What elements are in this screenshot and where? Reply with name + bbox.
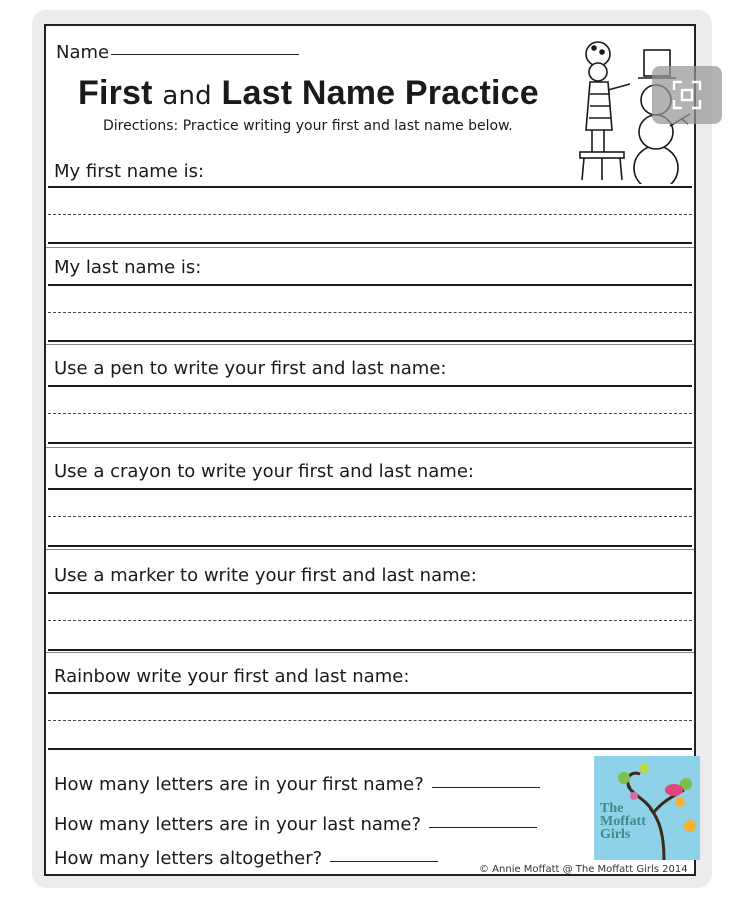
writing-line-base (48, 748, 692, 750)
section-divider (46, 652, 694, 653)
writing-line-top (48, 692, 692, 694)
section-divider (46, 549, 694, 550)
section-prompt: My last name is: (54, 257, 202, 278)
section-divider (46, 447, 694, 448)
writing-line-mid (48, 312, 692, 313)
question-text: How many letters are in your last name? (54, 814, 422, 835)
section-prompt: My first name is: (54, 161, 205, 182)
expand-icon (670, 78, 704, 112)
copyright-text: © Annie Moffatt @ The Moffatt Girls 2014 (479, 864, 688, 875)
writing-line-top (48, 284, 692, 286)
section-rainbow (46, 660, 694, 752)
section-divider (46, 247, 694, 248)
writing-line-mid (48, 720, 692, 721)
section-pen (46, 352, 694, 444)
writing-line-mid (48, 214, 692, 215)
directions-text: Directions: Practice writing your first and last name below. (103, 118, 513, 134)
section-last-name (46, 252, 694, 342)
expand-image-button[interactable] (652, 66, 722, 124)
question-last-name-letters (54, 814, 537, 835)
question-first-name-letters (54, 774, 540, 795)
answer-blank (429, 827, 537, 828)
section-prompt: Use a marker to write your first and last name: (54, 565, 477, 586)
section-divider (46, 344, 694, 345)
writing-line-top (48, 385, 692, 387)
section-prompt: Use a crayon to write your first and last name: (54, 461, 474, 482)
section-prompt: Rainbow write your first and last name: (54, 666, 410, 687)
name-field (56, 42, 299, 63)
question-total-letters (54, 848, 438, 869)
section-marker (46, 559, 694, 651)
answer-blank (330, 861, 438, 862)
title-and: and (162, 81, 212, 111)
writing-line-base (48, 545, 692, 547)
writing-line-top (48, 186, 692, 188)
moffatt-girls-logo (594, 756, 700, 860)
question-text: How many letters altogether? (54, 848, 323, 869)
writing-line-mid (48, 516, 692, 517)
answer-blank (432, 787, 540, 788)
question-text: How many letters are in your first name? (54, 774, 424, 795)
title-rest: Last Name Practice (221, 74, 539, 112)
writing-line-mid (48, 620, 692, 621)
writing-line-top (48, 592, 692, 594)
name-label: Name (56, 42, 110, 63)
title-first: First (78, 74, 153, 112)
writing-line-mid (48, 413, 692, 414)
worksheet (44, 24, 696, 876)
section-prompt: Use a pen to write your first and last name: (54, 358, 447, 379)
page-title (78, 74, 539, 113)
name-blank (111, 54, 299, 55)
writing-line-base (48, 442, 692, 444)
writing-line-base (48, 242, 692, 244)
logo-text: The Moffatt Girls (600, 801, 646, 842)
section-first-name (46, 156, 694, 240)
writing-line-top (48, 488, 692, 490)
writing-line-base (48, 649, 692, 651)
section-crayon (46, 455, 694, 547)
writing-line-base (48, 340, 692, 342)
